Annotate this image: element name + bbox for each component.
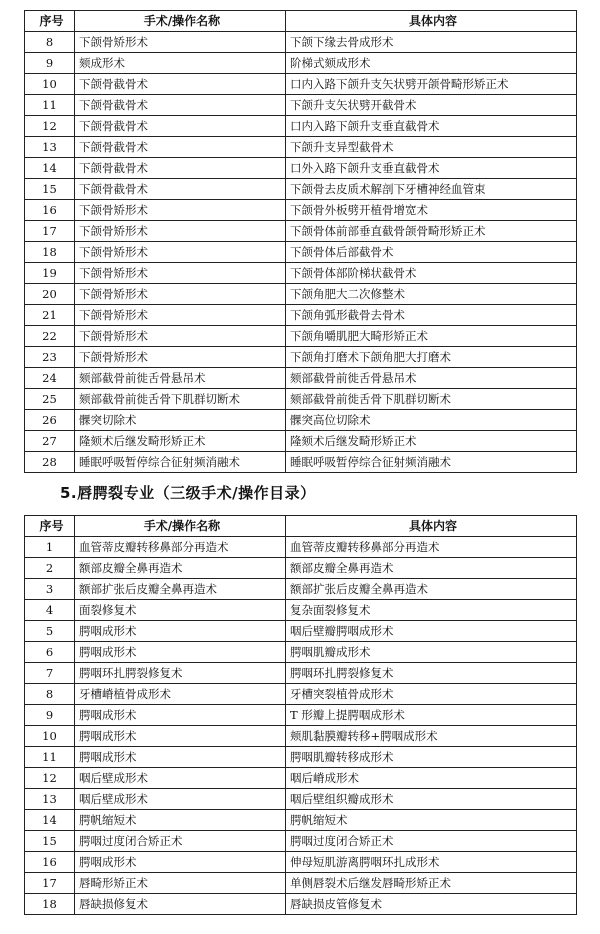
cell-procedure-name: 腭咽成形术	[75, 705, 286, 726]
cell-specific-content: 咽后嵴成形术	[286, 768, 577, 789]
table-row	[25, 284, 577, 305]
cell-serial-no: 16	[25, 852, 75, 873]
cell-serial-no: 17	[25, 221, 75, 242]
cell-procedure-name: 腭咽成形术	[75, 642, 286, 663]
header-specific-content: 具体内容	[286, 11, 577, 32]
cell-serial-no: 23	[25, 347, 75, 368]
table-row	[25, 221, 577, 242]
header-procedure-name: 手术/操作名称	[75, 516, 286, 537]
cell-procedure-name: 下颌骨截骨术	[75, 137, 286, 158]
table-row	[25, 326, 577, 347]
cell-procedure-name: 颏部截骨前徙舌骨下肌群切断术	[75, 389, 286, 410]
cell-serial-no: 10	[25, 726, 75, 747]
cell-specific-content: 腭咽过度闭合矫正术	[286, 831, 577, 852]
cell-procedure-name: 下颌骨截骨术	[75, 158, 286, 179]
table-row	[25, 747, 577, 768]
cell-serial-no: 7	[25, 663, 75, 684]
table-row	[25, 831, 577, 852]
cell-specific-content: 睡眠呼吸暂停综合征射频消融术	[286, 452, 577, 473]
table-row	[25, 810, 577, 831]
table-row	[25, 368, 577, 389]
cell-specific-content: 颏部截骨前徙舌骨悬吊术	[286, 368, 577, 389]
cell-specific-content: 下颌下缘去骨成形术	[286, 32, 577, 53]
cell-serial-no: 19	[25, 263, 75, 284]
table-header-row	[25, 11, 577, 32]
table-row	[25, 200, 577, 221]
cell-specific-content: 额部皮瓣全鼻再造术	[286, 558, 577, 579]
cell-procedure-name: 腭咽成形术	[75, 621, 286, 642]
cell-specific-content: 髁突高位切除术	[286, 410, 577, 431]
table-row	[25, 179, 577, 200]
table-row	[25, 95, 577, 116]
cell-specific-content: 下颌升支异型截骨术	[286, 137, 577, 158]
table-row	[25, 242, 577, 263]
cell-specific-content: 下颌骨去皮质术解剖下牙槽神经血管束	[286, 179, 577, 200]
cell-serial-no: 3	[25, 579, 75, 600]
cell-procedure-name: 咽后壁成形术	[75, 768, 286, 789]
table-row	[25, 621, 577, 642]
surgery-table-1	[24, 10, 577, 473]
cell-specific-content: 下颌角打磨术下颌角肥大打磨术	[286, 347, 577, 368]
cell-serial-no: 25	[25, 389, 75, 410]
cell-procedure-name: 腭帆缩短术	[75, 810, 286, 831]
table-row	[25, 726, 577, 747]
cell-serial-no: 16	[25, 200, 75, 221]
table-row	[25, 852, 577, 873]
table-row	[25, 452, 577, 473]
cell-specific-content: 牙槽突裂植骨成形术	[286, 684, 577, 705]
cell-serial-no: 22	[25, 326, 75, 347]
cell-serial-no: 18	[25, 242, 75, 263]
cell-procedure-name: 下颌骨矫形术	[75, 284, 286, 305]
cell-specific-content: 腭咽肌瓣成形术	[286, 642, 577, 663]
header-specific-content: 具体内容	[286, 516, 577, 537]
cell-specific-content: 下颌角肥大二次修整术	[286, 284, 577, 305]
cell-specific-content: 咽后壁组织瓣成形术	[286, 789, 577, 810]
cell-serial-no: 12	[25, 116, 75, 137]
cell-serial-no: 21	[25, 305, 75, 326]
cell-procedure-name: 腭咽成形术	[75, 726, 286, 747]
cell-procedure-name: 下颌骨矫形术	[75, 347, 286, 368]
cell-procedure-name: 下颌骨截骨术	[75, 116, 286, 137]
cell-serial-no: 11	[25, 95, 75, 116]
table-row	[25, 53, 577, 74]
cell-serial-no: 6	[25, 642, 75, 663]
table-header-row	[25, 516, 577, 537]
cell-specific-content: 额部扩张后皮瓣全鼻再造术	[286, 579, 577, 600]
cell-procedure-name: 面裂修复术	[75, 600, 286, 621]
table-row	[25, 431, 577, 452]
cell-serial-no: 20	[25, 284, 75, 305]
cell-procedure-name: 下颌骨矫形术	[75, 32, 286, 53]
cell-procedure-name: 腭咽成形术	[75, 747, 286, 768]
cell-procedure-name: 额部扩张后皮瓣全鼻再造术	[75, 579, 286, 600]
cell-procedure-name: 下颌骨截骨术	[75, 179, 286, 200]
cell-specific-content: 腭帆缩短术	[286, 810, 577, 831]
cell-procedure-name: 下颌骨矫形术	[75, 221, 286, 242]
cell-procedure-name: 下颌骨截骨术	[75, 95, 286, 116]
cell-serial-no: 9	[25, 53, 75, 74]
cell-specific-content: 下颌升支矢状劈开截骨术	[286, 95, 577, 116]
cell-specific-content: 颏部截骨前徙舌骨下肌群切断术	[286, 389, 577, 410]
cell-procedure-name: 血管蒂皮瓣转移鼻部分再造术	[75, 537, 286, 558]
cell-specific-content: 口外入路下颌升支垂直截骨术	[286, 158, 577, 179]
table-row	[25, 894, 577, 915]
table-row	[25, 705, 577, 726]
header-procedure-name: 手术/操作名称	[75, 11, 286, 32]
cell-serial-no: 17	[25, 873, 75, 894]
cell-serial-no: 24	[25, 368, 75, 389]
table-row	[25, 768, 577, 789]
cell-procedure-name: 颏部截骨前徙舌骨悬吊术	[75, 368, 286, 389]
cell-procedure-name: 下颌骨矫形术	[75, 200, 286, 221]
table-row	[25, 873, 577, 894]
cell-specific-content: 血管蒂皮瓣转移鼻部分再造术	[286, 537, 577, 558]
cell-serial-no: 11	[25, 747, 75, 768]
table-row	[25, 74, 577, 95]
cell-specific-content: 阶梯式颏成形术	[286, 53, 577, 74]
cell-serial-no: 26	[25, 410, 75, 431]
cell-specific-content: 咽后壁瓣腭咽成形术	[286, 621, 577, 642]
cell-specific-content: 下颌角嚼肌肥大畸形矫正术	[286, 326, 577, 347]
table-row	[25, 32, 577, 53]
cell-serial-no: 12	[25, 768, 75, 789]
cell-specific-content: 下颌骨体后部截骨术	[286, 242, 577, 263]
cell-specific-content: 下颌骨外板劈开植骨增宽术	[286, 200, 577, 221]
cell-procedure-name: 下颌骨矫形术	[75, 326, 286, 347]
cell-serial-no: 28	[25, 452, 75, 473]
cell-procedure-name: 唇畸形矫正术	[75, 873, 286, 894]
cell-serial-no: 14	[25, 158, 75, 179]
table-row	[25, 579, 577, 600]
table-row	[25, 537, 577, 558]
cell-procedure-name: 额部皮瓣全鼻再造术	[75, 558, 286, 579]
cell-specific-content: 隆颏术后继发畸形矫正术	[286, 431, 577, 452]
cell-procedure-name: 髁突切除术	[75, 410, 286, 431]
table-row	[25, 305, 577, 326]
table-row	[25, 642, 577, 663]
table-row	[25, 684, 577, 705]
cell-serial-no: 8	[25, 684, 75, 705]
cell-procedure-name: 唇缺损修复术	[75, 894, 286, 915]
table-row	[25, 137, 577, 158]
cell-procedure-name: 下颌骨矫形术	[75, 305, 286, 326]
cell-serial-no: 14	[25, 810, 75, 831]
cell-specific-content: 颊肌黏膜瓣转移+腭咽成形术	[286, 726, 577, 747]
cell-serial-no: 18	[25, 894, 75, 915]
cell-serial-no: 27	[25, 431, 75, 452]
cell-procedure-name: 隆颏术后继发畸形矫正术	[75, 431, 286, 452]
cell-procedure-name: 下颌骨矫形术	[75, 242, 286, 263]
header-serial-no: 序号	[25, 516, 75, 537]
header-serial-no: 序号	[25, 11, 75, 32]
cell-procedure-name: 腭咽过度闭合矫正术	[75, 831, 286, 852]
cell-procedure-name: 睡眠呼吸暂停综合征射频消融术	[75, 452, 286, 473]
table-row	[25, 347, 577, 368]
cell-specific-content: 下颌骨体前部垂直截骨颌骨畸形矫正术	[286, 221, 577, 242]
cell-serial-no: 5	[25, 621, 75, 642]
section-title: 5.唇腭裂专业（三级手术/操作目录）	[60, 484, 316, 502]
cell-procedure-name: 颏成形术	[75, 53, 286, 74]
cell-serial-no: 4	[25, 600, 75, 621]
cell-specific-content: 单侧唇裂术后继发唇畸形矫正术	[286, 873, 577, 894]
cell-specific-content: T 形瓣上提腭咽成形术	[286, 705, 577, 726]
cell-serial-no: 8	[25, 32, 75, 53]
cell-serial-no: 10	[25, 74, 75, 95]
cell-serial-no: 1	[25, 537, 75, 558]
cell-serial-no: 15	[25, 179, 75, 200]
cell-specific-content: 下颌骨体部阶梯状截骨术	[286, 263, 577, 284]
cell-specific-content: 唇缺损皮管修复术	[286, 894, 577, 915]
cell-specific-content: 伸母短肌游离腭咽环扎成形术	[286, 852, 577, 873]
cell-procedure-name: 咽后壁成形术	[75, 789, 286, 810]
cell-specific-content: 口内入路下颌升支垂直截骨术	[286, 116, 577, 137]
cell-specific-content: 口内入路下颌升支矢状劈开颌骨畸形矫正术	[286, 74, 577, 95]
table-row	[25, 600, 577, 621]
table-row	[25, 558, 577, 579]
table-row	[25, 389, 577, 410]
table-row	[25, 263, 577, 284]
cell-specific-content: 复杂面裂修复术	[286, 600, 577, 621]
surgery-table-2	[24, 515, 577, 915]
cell-procedure-name: 牙槽嵴植骨成形术	[75, 684, 286, 705]
cell-specific-content: 下颌角弧形截骨去骨术	[286, 305, 577, 326]
cell-specific-content: 腭咽肌瓣转移成形术	[286, 747, 577, 768]
table-row	[25, 116, 577, 137]
table-row	[25, 410, 577, 431]
cell-procedure-name: 下颌骨截骨术	[75, 74, 286, 95]
table-row	[25, 663, 577, 684]
cell-serial-no: 13	[25, 137, 75, 158]
cell-serial-no: 13	[25, 789, 75, 810]
cell-procedure-name: 下颌骨矫形术	[75, 263, 286, 284]
cell-procedure-name: 腭咽成形术	[75, 852, 286, 873]
cell-specific-content: 腭咽环扎腭裂修复术	[286, 663, 577, 684]
table-row	[25, 158, 577, 179]
cell-serial-no: 9	[25, 705, 75, 726]
cell-serial-no: 15	[25, 831, 75, 852]
cell-serial-no: 2	[25, 558, 75, 579]
table-row	[25, 789, 577, 810]
cell-procedure-name: 腭咽环扎腭裂修复术	[75, 663, 286, 684]
